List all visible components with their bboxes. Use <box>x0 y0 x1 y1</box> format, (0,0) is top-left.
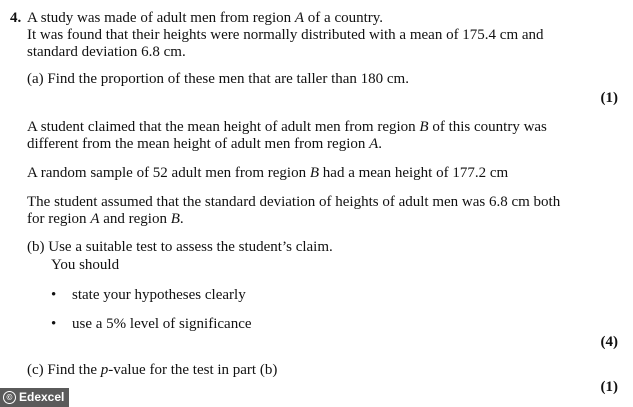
claim-line-2: different from the mean height of adult men from region A. <box>27 136 383 152</box>
bullet-item-2: use a 5% level of significance <box>72 316 252 332</box>
intro-line-1: A study was made of adult men from region A of a country. <box>27 10 384 26</box>
part-a-text: (a) Find the proportion of these men that are taller than 180 cm. <box>27 71 409 87</box>
claim-line-1: A student claimed that the mean height of adult men from region B of this country was <box>27 119 547 135</box>
bullet-icon: • <box>51 287 57 303</box>
sample-line: A random sample of 52 adult men from region B had a mean height of 177.2 cm <box>27 165 509 181</box>
part-b-line-1: (b) Use a suitable test to assess the student’s claim. <box>27 239 333 255</box>
part-b-line-2: You should <box>51 257 120 273</box>
part-c-text: (c) Find the p-value for the test in part (b) <box>27 362 278 378</box>
intro-line-3: standard deviation 6.8 cm. <box>27 44 186 60</box>
bullet-item-1: state your hypotheses clearly <box>72 287 246 303</box>
assumption-line-1: The student assumed that the standard deviation of heights of adult men was 6.8 cm both <box>27 194 561 210</box>
question-number: 4. <box>10 10 22 26</box>
intro-line-2: It was found that their heights were normally distributed with a mean of 175.4 cm and <box>27 27 544 43</box>
watermark-text: Edexcel <box>19 390 65 404</box>
part-c-marks: (1) <box>600 379 618 395</box>
part-a-marks: (1) <box>600 90 618 106</box>
part-b-marks: (4) <box>600 334 618 350</box>
bullet-icon: • <box>51 316 57 332</box>
copyright-icon: © <box>3 391 16 404</box>
assumption-line-2: for region A and region B. <box>27 211 184 227</box>
copyright-watermark <box>0 388 69 407</box>
